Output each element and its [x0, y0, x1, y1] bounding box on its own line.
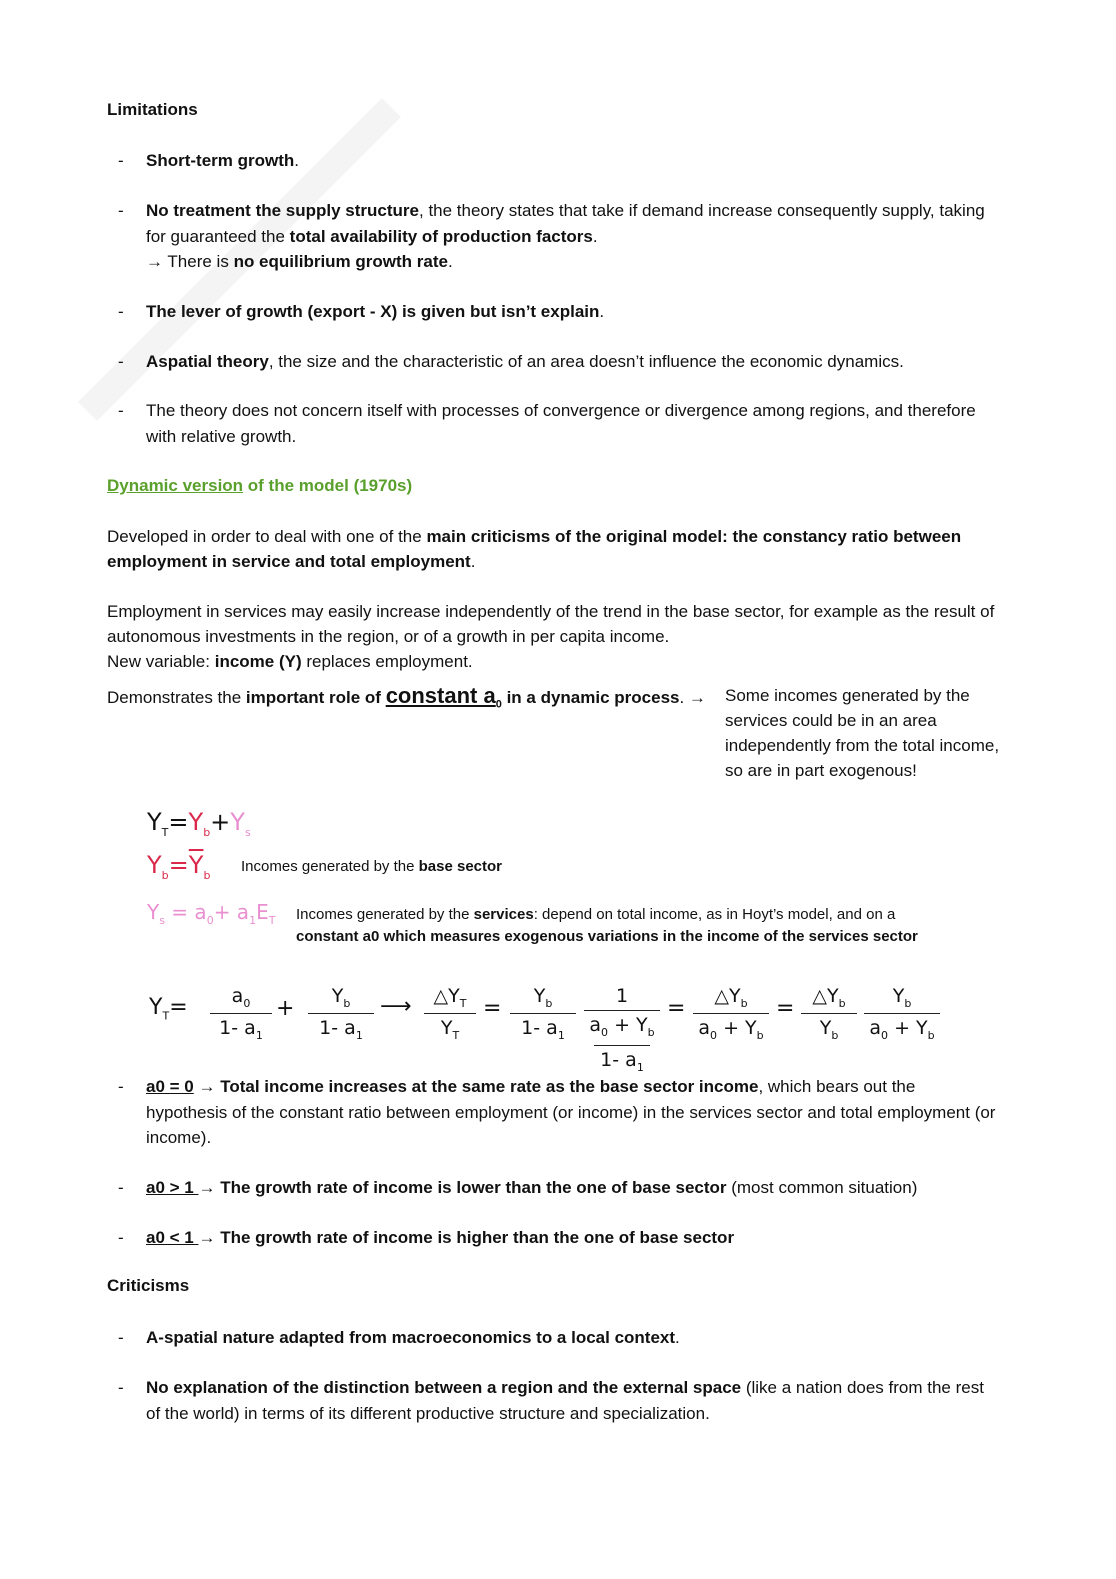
eq-frac-yb: $Y_b$ 1- $a_1$	[308, 985, 374, 1042]
caption-services: Incomes generated by the services: depend on total income, as in Hoyt’s model, and on a constant a0 which measures exogenous variations in the income of the services sector	[296, 906, 918, 945]
eq-plus: +	[276, 996, 295, 1021]
dynamic-version-link[interactable]: Dynamic version	[107, 476, 244, 495]
eq-yt-label: $Y_T=$	[149, 995, 188, 1023]
eq-frac-dyt: $\triangle Y_T$ $Y_T$	[424, 985, 476, 1042]
dynamic-paragraph-1: Developed in order to deal with one of the main criticisms of the original model: the constancy ratio between employment in service and total employment.	[107, 527, 962, 571]
criticisms-heading: Criticisms	[107, 1276, 190, 1295]
eq-equals-3: =	[776, 996, 795, 1021]
eq-equals-2: =	[667, 996, 686, 1021]
equation-base-income: $Y_b=\overline{Y}_b$	[147, 851, 211, 882]
eq-frac-yb2: $Y_b$ 1- $a_1$	[510, 985, 576, 1042]
equation-services-income: $Y_s = a_0+ a_1E_T$	[147, 900, 276, 927]
eq-frac-yb3: $Y_b$ $a_0 + Y_b$	[864, 985, 940, 1042]
dynamic-paragraph-2: Employment in services may easily increase independently of the trend in the base sector, for example as the result of autonomous investments in the region, or of a growth in per capita income. New variable: income (Y) replaces employment.	[107, 602, 995, 671]
equation-total-income: $Y_T=Y_b+Y_s$	[147, 808, 251, 839]
eq-frac-a0: $a_0$ 1- $a_1$	[210, 985, 272, 1042]
dynamic-version-heading: Dynamic version of the model (1970s)	[107, 476, 413, 495]
dynamic-paragraph-3: Demonstrates the important role of constant $a_0$ in a dynamic process. →	[107, 683, 706, 711]
limitations-heading: Limitations	[107, 100, 198, 119]
caption-base-sector: Incomes generated by the base sector	[241, 858, 503, 875]
eq-frac-dyb2: $\triangle Y_b$ $Y_b$	[801, 985, 857, 1042]
eq-equals-1: =	[483, 996, 502, 1021]
eq-frac-inverse: 1 $a_0 + Y_b$ 1- $a_1$	[584, 985, 660, 1074]
eq-frac-dyb: $\triangle Y_b$ $a_0 + Y_b$	[693, 985, 769, 1042]
side-note: Some incomes generated by the services could be in an area independently from the total income, so are in part exogenous!	[725, 686, 1000, 780]
eq-arrow: ⟶	[380, 994, 412, 1019]
